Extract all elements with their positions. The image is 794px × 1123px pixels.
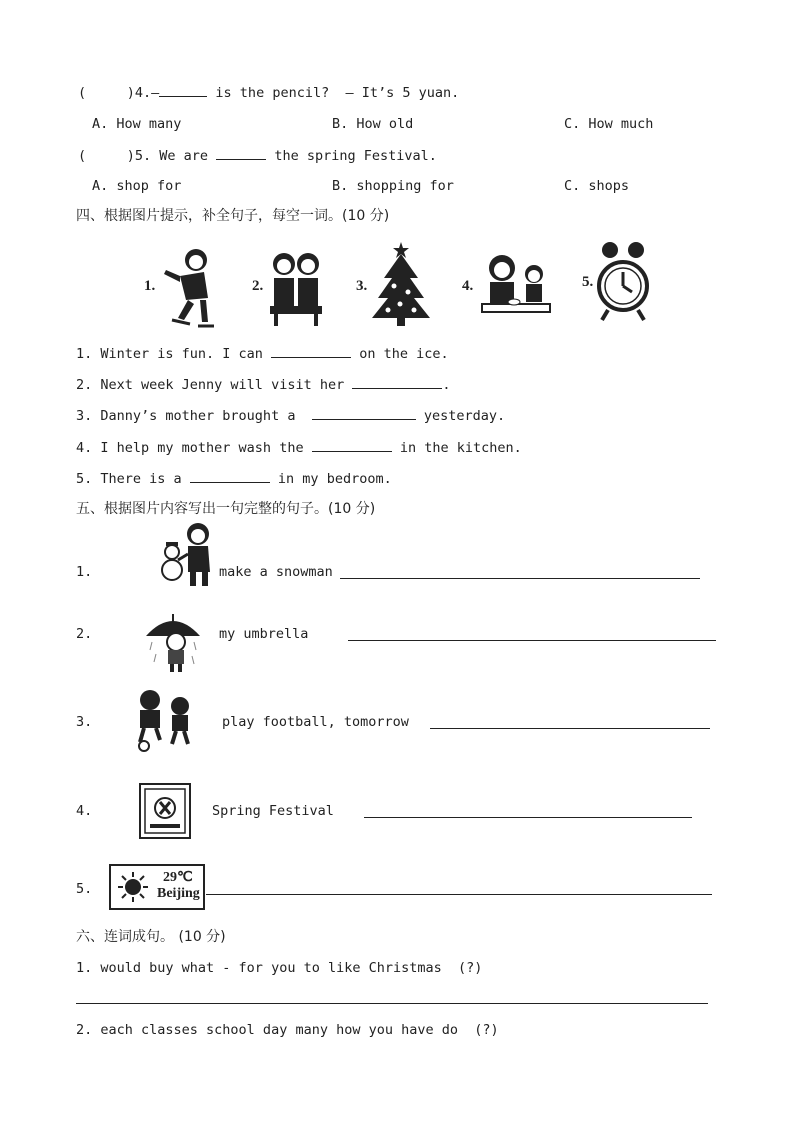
pic-label-4: 4.	[462, 278, 474, 294]
section6-title: 六、连词成句。 (10 分)	[76, 929, 226, 945]
s5-item-4-num: 4.	[76, 803, 93, 819]
s4-sentence-4-post: in the kitchen.	[391, 440, 522, 456]
s4-sentence-2-pre: 2. Next week Jenny will visit her	[76, 377, 353, 393]
q5-line	[78, 147, 437, 164]
snowman-icon	[158, 520, 214, 588]
section4-title: 四、根据图片提示，补全句子，每空一词。(10 分)	[76, 208, 390, 224]
s6-item-2: 2. each classes school day many how you have do (?)	[76, 1022, 499, 1038]
s4-sentence-5-pre: 5. There is a	[76, 471, 190, 487]
s4-blank-4[interactable]	[312, 439, 392, 452]
s5-item-2-answer-line[interactable]	[348, 640, 716, 641]
q4-answer-blank[interactable]	[159, 84, 207, 97]
s4-sentence-3-pre: 3. Danny’s mother brought a	[76, 408, 312, 424]
pic-label-5: 5.	[582, 274, 594, 290]
q4-line	[78, 84, 459, 101]
s4-sentence-4-pre: 4. I help my mother wash the	[76, 440, 312, 456]
q5-option-b[interactable]: B. shopping for	[332, 178, 454, 194]
s5-item-3-answer-line[interactable]	[430, 728, 710, 729]
s5-item-1-num: 1.	[76, 564, 93, 580]
weather-temperature: 29℃	[163, 870, 193, 885]
q5-option-a[interactable]: A. shop for	[92, 178, 182, 194]
s5-item-5-num: 5.	[76, 881, 93, 897]
skater-icon	[160, 246, 220, 330]
s4-sentence-5-post: in my bedroom.	[269, 471, 392, 487]
q4-paren: ( )	[78, 85, 135, 101]
s4-blank-3[interactable]	[312, 407, 416, 420]
s5-item-1-prompt: make a snowman	[219, 564, 333, 580]
s6-item-1: 1. would buy what - for you to like Christmas (?)	[76, 960, 483, 976]
s4-sentence-1	[76, 345, 449, 362]
q5-num: 5. We are	[134, 148, 209, 164]
q5-answer-blank[interactable]	[216, 147, 266, 160]
s6-item-1-answer-line[interactable]	[76, 1003, 708, 1004]
s5-item-4-answer-line[interactable]	[364, 817, 692, 818]
weather-city: Beijing	[157, 886, 200, 901]
s4-sentence-3	[76, 407, 505, 424]
q4-text: is the pencil? — It’s 5 yuan.	[207, 85, 460, 101]
umbrella-girl-icon	[142, 606, 204, 674]
s4-sentence-5	[76, 470, 392, 487]
s5-item-4-prompt: Spring Festival	[212, 803, 334, 819]
s5-item-1-answer-line[interactable]	[340, 578, 700, 579]
weather-card	[109, 864, 205, 910]
pic-label-2: 2.	[252, 278, 264, 294]
s5-item-2-num: 2.	[76, 626, 93, 642]
s4-sentence-2-post: .	[442, 377, 451, 393]
s5-item-5-answer-line[interactable]	[206, 894, 712, 895]
s4-blank-1[interactable]	[271, 345, 351, 358]
s4-blank-2[interactable]	[352, 376, 442, 389]
q4-option-a[interactable]: A. How many	[92, 116, 182, 132]
s5-item-3-num: 3.	[76, 714, 93, 730]
alarm-clock-icon	[596, 240, 650, 324]
sun-icon	[115, 870, 151, 904]
q5-text: the spring Festival.	[266, 148, 437, 164]
q5-paren: ( )	[78, 148, 135, 164]
q4-option-b[interactable]: B. How old	[332, 116, 414, 132]
s4-sentence-4	[76, 439, 522, 456]
section5-title: 五、根据图片内容写出一句完整的句子。(10 分)	[76, 501, 376, 517]
s4-sentence-1-pre: 1. Winter is fun. I can	[76, 346, 272, 362]
couple-icon	[266, 248, 326, 328]
pic-label-1: 1.	[144, 278, 156, 294]
mother-child-dishes-icon	[480, 252, 552, 314]
s4-sentence-1-post: on the ice.	[351, 346, 449, 362]
q4-option-c[interactable]: C. How much	[564, 116, 654, 132]
s4-sentence-3-post: yesterday.	[415, 408, 506, 424]
s5-item-2-prompt: my umbrella	[219, 626, 309, 642]
q4-num: 4.—	[134, 85, 160, 101]
q5-option-c[interactable]: C. shops	[564, 178, 630, 194]
spring-festival-card-icon	[138, 782, 192, 840]
football-boys-icon	[132, 688, 198, 752]
s5-item-3-prompt: play football, tomorrow	[222, 714, 409, 730]
pic-label-3: 3.	[356, 278, 368, 294]
s4-sentence-2	[76, 376, 450, 393]
s4-blank-5[interactable]	[190, 470, 270, 483]
christmas-tree-icon	[370, 240, 432, 328]
